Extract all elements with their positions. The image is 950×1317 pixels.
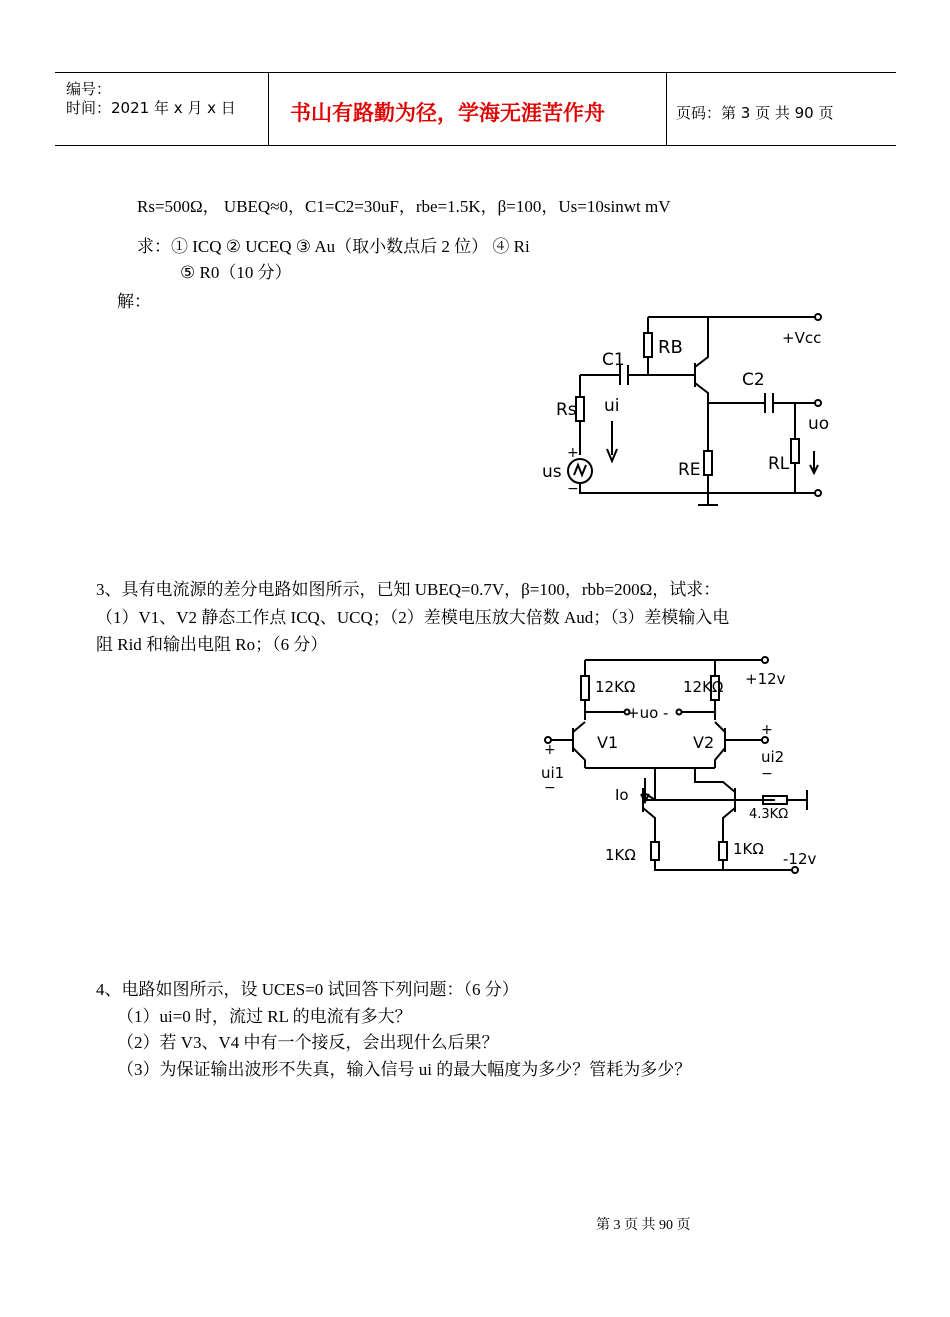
c2-label: C2 — [742, 370, 765, 390]
svg-text:−: − — [544, 780, 556, 796]
uo-label: uo — [808, 414, 830, 434]
svg-text:+: + — [761, 722, 773, 738]
circuit-diagram-1 — [520, 305, 840, 520]
uo-label-2: +uo - — [627, 704, 669, 722]
svg-text:−: − — [567, 481, 579, 497]
r5-label: 1KΩ — [733, 840, 764, 858]
circuit-diagram-2 — [535, 650, 845, 880]
ui1-label: ui1 — [541, 764, 565, 782]
r4-label: 1KΩ — [605, 846, 636, 864]
ui2-label: ui2 — [761, 748, 785, 766]
vcc-label: +Vcc — [782, 329, 822, 347]
problem3-line2: （1）V1、V2 静态工作点 ICQ、UCQ；（2）差模电压放大倍数 Aud；（3）差模输入电 — [96, 608, 730, 627]
header-divider-left — [268, 72, 269, 146]
problem4-line4: （3）为保证输出波形不失真，输入信号 ui 的最大幅度为多少？管耗为多少？ — [117, 1060, 692, 1079]
solution-label: 解： — [117, 292, 151, 311]
r1-resistor — [581, 676, 589, 700]
vcc-label-2: +12v — [745, 670, 786, 688]
vee-label: -12v — [783, 850, 817, 868]
problem2-ask-1: 求：① ICQ ② UCEQ ③ Au（取小数点后 2 位） ④ Ri — [137, 237, 530, 256]
problem2-ask-2: ⑤ R0（10 分） — [180, 263, 292, 282]
motto: 书山有路勤为径，学海无涯苦作舟 — [290, 101, 605, 125]
page-label: 页码：第 3 页 共 90 页 — [676, 104, 834, 122]
re-label: RE — [678, 460, 701, 480]
rb-resistor — [644, 333, 652, 357]
v1-label: V1 — [597, 733, 619, 752]
rl-resistor — [791, 439, 799, 463]
svg-text:−: − — [761, 766, 773, 782]
header-divider-right — [666, 72, 667, 146]
rs-label: Rs — [556, 400, 577, 420]
problem3-line1: 3、具有电流源的差分电路如图所示，已知 UBEQ=0.7V，β=100，rbb=200Ω，试求： — [96, 580, 721, 599]
header-top-rule — [55, 72, 896, 73]
problem2-given: Rs=500Ω， UBEQ≈0，C1=C2=30uF，rbe=1.5K，β=100，Us=10sinwt mV — [137, 197, 671, 216]
rl-label: RL — [768, 454, 790, 474]
header-bottom-rule — [55, 145, 896, 146]
us-label: us — [542, 462, 562, 482]
c2-plates — [765, 393, 773, 413]
svg-text:+: + — [567, 445, 579, 461]
io-label: Io — [615, 786, 629, 804]
problem4-line1: 4、电路如图所示，设 UCES=0 试回答下列问题：（6 分） — [96, 980, 519, 999]
problem4-line2: （1）ui=0 时，流过 RL 的电流有多大？ — [117, 1007, 412, 1026]
svg-text:+: + — [544, 742, 556, 758]
r1-label: 12KΩ — [595, 678, 636, 696]
time-label: 时间：2021 年 x 月 x 日 — [66, 99, 236, 117]
number-label: 编号： — [66, 80, 112, 98]
r2-label: 12KΩ — [683, 678, 724, 696]
rb-label: RB — [658, 337, 683, 358]
rs-resistor — [576, 397, 584, 421]
r3-label: 4.3KΩ — [749, 807, 789, 822]
v2-label: V2 — [693, 733, 715, 752]
ui-label: ui — [604, 396, 620, 416]
r5-resistor — [719, 842, 727, 860]
page-footer: 第 3 页 共 90 页 — [596, 1218, 691, 1233]
problem3-line3: 阻 Rid 和输出电阻 Ro；（6 分） — [96, 635, 328, 654]
problem4-line3: （2）若 V3、V4 中有一个接反，会出现什么后果？ — [117, 1033, 499, 1052]
r4-resistor — [651, 842, 659, 860]
c1-label: C1 — [602, 350, 625, 370]
re-resistor — [704, 451, 712, 475]
